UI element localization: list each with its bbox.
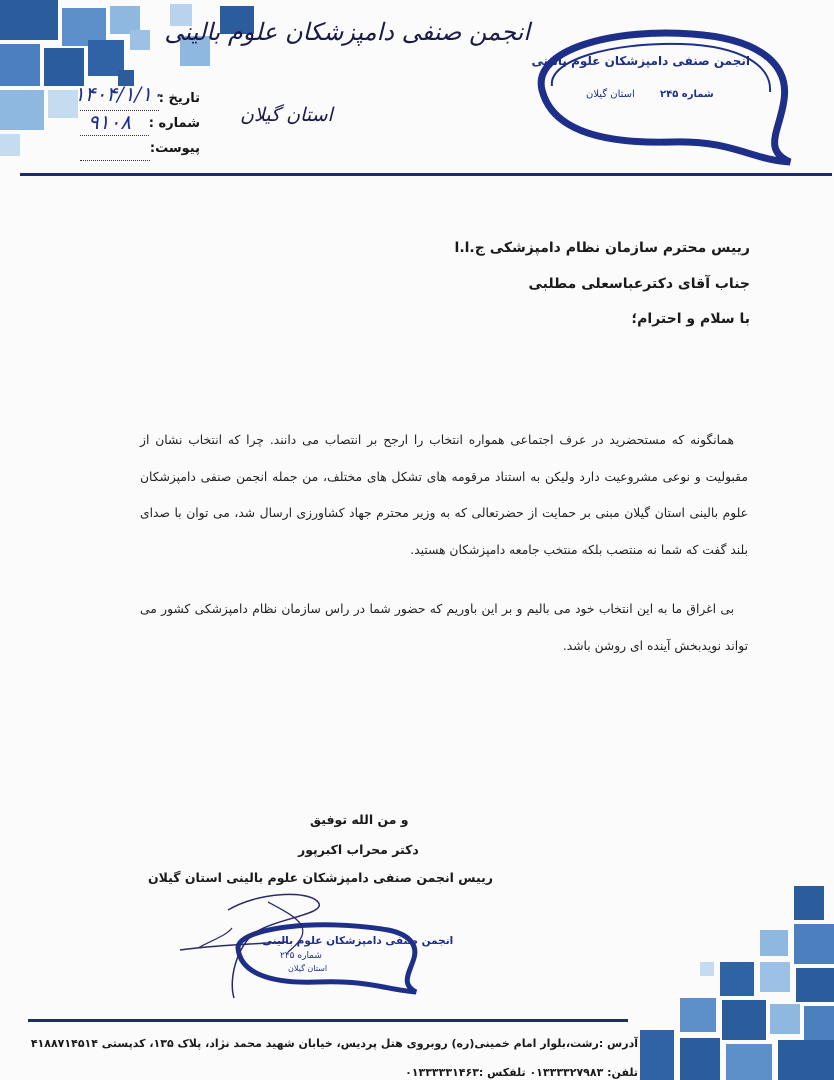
footer-address: آدرس :رشت،بلوار امام خمینی(ره) روبروی هتل پردیس، خیابان شهید محمد نژاد، پلاک ۱۳۵، کدپستی ۴۱۸۸۷۱۴۵۱۴: [30, 1037, 638, 1050]
recipient-line-2: جناب آقای دکترعباسعلی مطلبی: [528, 276, 750, 292]
logo-province: استان گیلان: [586, 89, 635, 100]
footer-phones: تلفن: ۰۱۳۳۳۳۲۷۹۸۳ تلفکس :۰۱۳۳۳۳۳۱۴۶۳: [405, 1066, 638, 1079]
signer-title: رییس انجمن صنفی دامپزشکان علوم بالینی استان گیلان: [148, 870, 493, 885]
stamp-province: استان گیلان: [288, 964, 328, 973]
number-value: ۹۱۰۸: [88, 110, 131, 134]
recipient-line-1: رییس محترم سازمان نظام دامپزشکی ج.ا.ا: [454, 240, 750, 256]
footer-divider: [28, 1019, 628, 1022]
date-label: تاریخ :: [158, 91, 200, 106]
number-label: شماره :: [148, 116, 200, 131]
province-title: استان گیلان: [240, 104, 333, 126]
signer-name: دکتر محراب اکبرپور: [298, 842, 419, 857]
stamp-and-signature: [168, 888, 428, 1008]
body-paragraph-1: همانگونه که مستحضرید در عرف اجتماعی همواره انتخاب را ارجح بر انتصاب می دانند. چرا که انتخاب نشان از مقبولیت و نوعی مشروعیت دارد ولیکن به استناد مرقومه های تشکل های مختلف، من جمله انجمن صنفی دامپزشکان علوم بالینی استان گیلان مبنی بر حمایت از حضرتعالی که به وزیر محترم جهاد کشاورزی ارسال شد، می توان با صدای بلند گفت که شما نه منتصب بلکه منتخب جامعه دامپزشکان هستید.: [140, 433, 748, 557]
logo-organization-name: انجمن صنفی دامپزشکان علوم بالینی: [531, 54, 750, 68]
stamp-organization-name: انجمن صنفی دامپزشکان علوم بالینی: [262, 935, 454, 947]
greeting: با سلام و احترام؛: [631, 311, 750, 327]
closing-phrase: و من الله توفیق: [310, 812, 409, 827]
body-paragraph-2: بی اغراق ما به این انتخاب خود می بالیم و بر این باوریم که حضور شما در راس سازمان نظام دامپزشکی کشور می تواند نویدبخش آینده ای روشن باشد.: [140, 602, 748, 653]
organization-title: انجمن صنفی دامپزشکان علوم بالینی: [164, 18, 530, 46]
header-divider: [20, 173, 832, 176]
attachment-label: پیوست:: [149, 141, 200, 156]
logo-number: شماره ۲۴۵: [660, 89, 714, 100]
date-value: ۱۴۰۴/۱/۱۰: [74, 82, 163, 106]
attachment-row: [80, 136, 200, 161]
stamp-number: شماره ۲۴۵: [280, 951, 322, 961]
